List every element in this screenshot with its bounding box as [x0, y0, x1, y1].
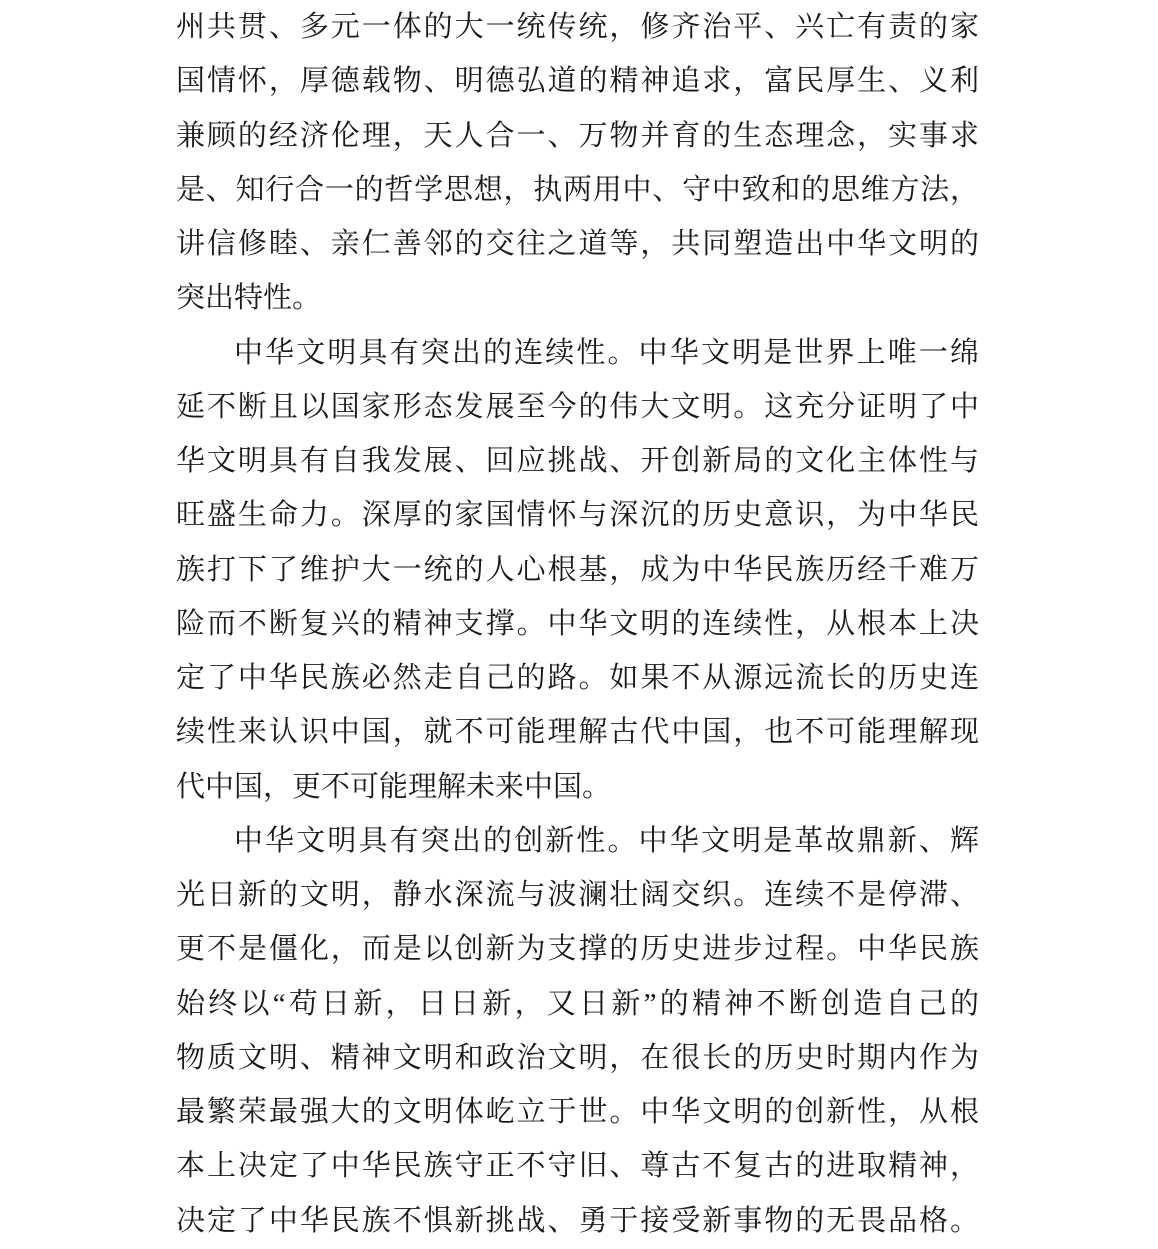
text-block — [176, 0, 979, 1248]
text-line: 族打下了维护大一统的人心根基，成为中华民族历经千难万 — [176, 553, 979, 586]
text-line: 兼顾的经济伦理，天人合一、万物并育的生态理念，实事求 — [176, 119, 979, 152]
text-line: 决定了中华民族不惧新挑战、勇于接受新事物的无畏品格。 — [176, 1204, 979, 1237]
paragraph-1 — [176, 0, 979, 326]
text-line: 突出特性。 — [176, 282, 322, 315]
text-line: 延不断且以国家形态发展至今的伟大文明。这充分证明了中 — [176, 390, 979, 423]
text-line: 国情怀，厚德载物、明德弘道的精神追求，富民厚生、义利 — [176, 65, 979, 98]
text-line: 州共贯、多元一体的大一统传统，修齐治平、兴亡有责的家 — [176, 11, 979, 43]
text-line: 中华文明具有突出的创新性。中华文明是革故鼎新、辉 — [234, 824, 979, 857]
text-line: 更不是僵化，而是以创新为支撑的历史进步过程。中华民族 — [176, 933, 979, 966]
text-line: 中华文明具有突出的连续性。中华文明是世界上唯一绵 — [234, 336, 979, 369]
text-line: 续性来认识中国，就不可能理解古代中国，也不可能理解现 — [176, 716, 979, 749]
text-line: 始终以“苟日新，日日新，又日新”的精神不断创造自己的 — [176, 987, 979, 1020]
text-line: 定了中华民族必然走自己的路。如果不从源远流长的历史连 — [176, 662, 979, 694]
text-line: 是、知行合一的哲学思想，执两用中、守中致和的思维方法， — [176, 173, 979, 206]
text-line: 旺盛生命力。深厚的家国情怀与深沉的历史意识，为中华民 — [176, 499, 979, 532]
paragraph-2 — [176, 326, 979, 814]
text-line: 最繁荣最强大的文明体屹立于世。中华文明的创新性，从根 — [176, 1096, 979, 1128]
paragraph-3 — [176, 814, 979, 1248]
text-line: 光日新的文明，静水深流与波澜壮阔交织。连续不是停滞、 — [176, 879, 979, 911]
text-line: 物质文明、精神文明和政治文明，在很长的历史时期内作为 — [176, 1041, 979, 1074]
text-line: 代中国，更不可能理解未来中国。 — [176, 770, 612, 803]
text-line: 华文明具有自我发展、回应挑战、开创新局的文化主体性与 — [176, 445, 979, 477]
text-line: 讲信修睦、亲仁善邻的交往之道等，共同塑造出中华文明的 — [176, 228, 979, 260]
text-line: 本上决定了中华民族守正不守旧、尊古不复古的进取精神， — [176, 1150, 979, 1183]
text-line: 险而不断复兴的精神支撑。中华文明的连续性，从根本上决 — [176, 607, 979, 640]
